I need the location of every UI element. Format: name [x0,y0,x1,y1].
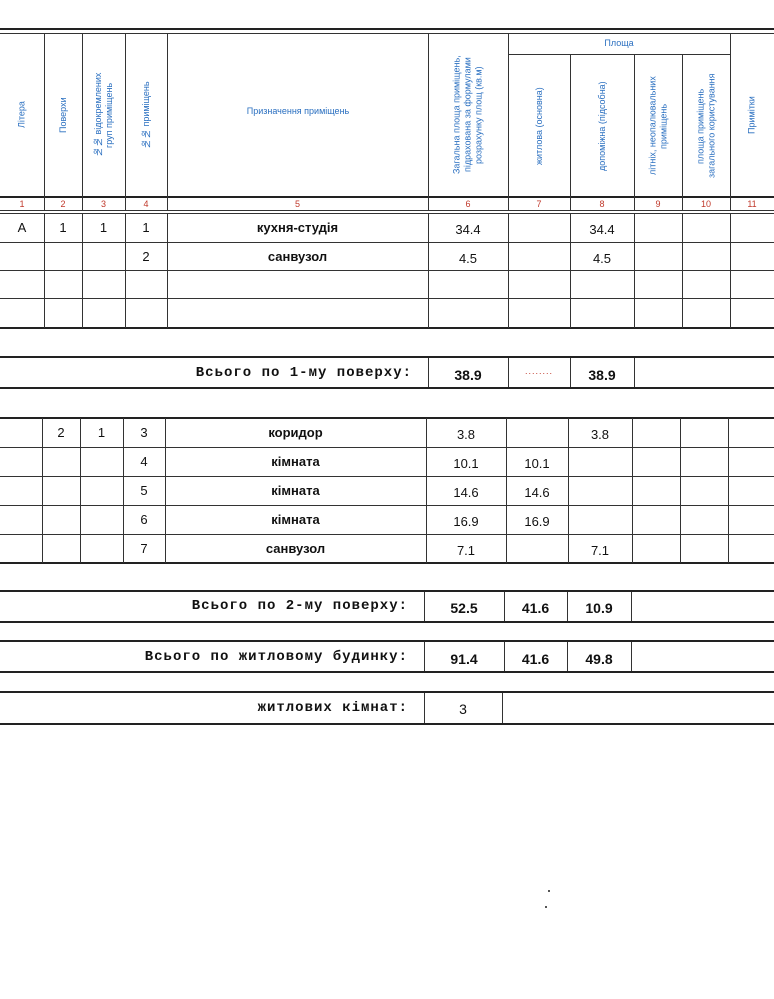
vline [570,54,571,211]
cell-purpose: кухня-студія [256,220,339,235]
header-total-area: Загальна площа приміщень, підрахована за формулами розрахунку площ (кв.м) [451,55,484,175]
cell-total: 4.5 [458,251,478,266]
header-area: Площа [604,38,634,48]
vline [502,693,503,723]
vline [125,33,126,211]
floor1-living-dots: ........ [524,366,553,376]
cell-room: 1 [142,220,150,235]
building-total-label: Всього по житловому будинку: [144,649,408,665]
floor2-total-label: Всього по 2-му поверху: [191,598,408,614]
col-number: 2 [60,199,66,209]
hline [0,476,774,477]
header-notes: Примітки [746,96,757,134]
header-purpose: Призначення приміщень [246,106,350,116]
cell-floor: 1 [59,220,67,235]
hline [0,723,774,725]
cell-purpose: санвузол [265,541,326,556]
floor2-total-value: 52.5 [450,600,478,616]
vline [508,33,509,211]
cell-total: 7.1 [456,543,476,558]
cell-room: 4 [140,454,148,469]
col-number: 6 [465,199,471,209]
cell-purpose: коридор [268,425,323,440]
cell-group: 1 [97,425,106,440]
col-number: 10 [700,199,711,209]
scan-speck [545,906,547,908]
cell-purpose: санвузол [267,249,328,264]
cell-aux: 34.4 [589,222,615,237]
cell-floor: 2 [57,425,65,440]
floor2-living-value: 41.6 [521,600,550,616]
vline [634,358,635,387]
vline [728,418,729,563]
cell-room: 6 [140,512,148,527]
hline [0,242,774,243]
cell-room: 3 [140,425,148,440]
hline [0,562,774,564]
vline [730,213,731,328]
header-litera: Літера [16,101,27,129]
cell-living: 10.1 [524,456,550,471]
cell-room: 7 [140,541,148,556]
cell-purpose: кімната [271,483,320,498]
cell-room: 5 [140,483,148,498]
building-living-value: 41.6 [521,651,550,667]
cell-room: 2 [142,249,150,264]
hline [0,640,774,642]
vline [730,33,731,211]
cell-aux: 4.5 [592,251,612,266]
hline [0,327,774,329]
building-total-value: 91.4 [450,651,478,667]
scan-speck [548,890,550,892]
hline [0,505,774,506]
floor1-aux-value: 38.9 [588,367,616,383]
hline [0,270,774,271]
building-aux-value: 49.8 [585,651,613,667]
cell-total: 16.9 [453,514,479,529]
hline [0,356,774,358]
vline [44,33,45,211]
hline [0,417,774,419]
header-auxiliary: допоміжна (підсобна) [597,81,607,171]
col-number: 4 [143,199,149,209]
cell-total: 34.4 [455,222,481,237]
hline [0,621,774,623]
hline [0,298,774,299]
hline [0,534,774,535]
header-floors: Поверхи [58,97,68,133]
cell-living: 14.6 [524,485,550,500]
hline [0,213,774,214]
top-rule [0,28,774,30]
header-groups: №№ відокремлених груп приміщень [93,72,114,158]
vline [682,213,683,328]
cell-aux: 7.1 [590,543,610,558]
floor2-aux-value: 10.9 [585,600,613,616]
cell-total: 10.1 [453,456,479,471]
hline [0,691,774,693]
cell-purpose: кімната [271,454,320,469]
vline [682,54,683,211]
vline [634,54,635,211]
floor1-total-label: Всього по 1-му поверху: [195,365,412,381]
top-rule-2 [0,33,774,34]
cell-living: 16.9 [524,514,550,529]
ploshcha-underline [508,54,730,55]
header-common: площа приміщень загального користування [695,73,717,179]
vline [167,33,168,211]
cell-litera: А [17,220,27,235]
cell-aux: 3.8 [590,427,610,442]
vline [428,33,429,211]
col-number: 7 [536,199,542,209]
cell-total: 14.6 [453,485,479,500]
vline [508,213,509,328]
cell-purpose: кімната [271,512,320,527]
hline [0,447,774,448]
vline [631,642,632,671]
col-number: 11 [747,199,757,209]
col-number: 3 [100,199,106,209]
hline [0,387,774,389]
hline [0,590,774,592]
col-number: 8 [599,199,605,209]
floor1-total-value: 38.9 [454,367,482,383]
numbers-bottom-rule [0,210,774,211]
cell-total: 3.8 [456,427,476,442]
cell-group: 1 [99,220,108,235]
vline [680,418,681,563]
header-room-numbers: №№ приміщень [141,81,151,149]
vline [631,592,632,621]
header-living: житлова (основна) [534,87,544,165]
living-rooms-label: житлових кімнат: [257,700,408,716]
col-number: 9 [655,199,661,209]
col-number: 5 [294,199,300,209]
col-number: 1 [19,199,25,209]
vline [632,418,633,563]
hline [0,671,774,673]
header-bottom-rule [0,196,774,198]
vline [82,33,83,211]
living-rooms-count: 3 [459,701,467,717]
vline [634,213,635,328]
header-summer: літніх, неопалювальних приміщень [647,76,669,176]
